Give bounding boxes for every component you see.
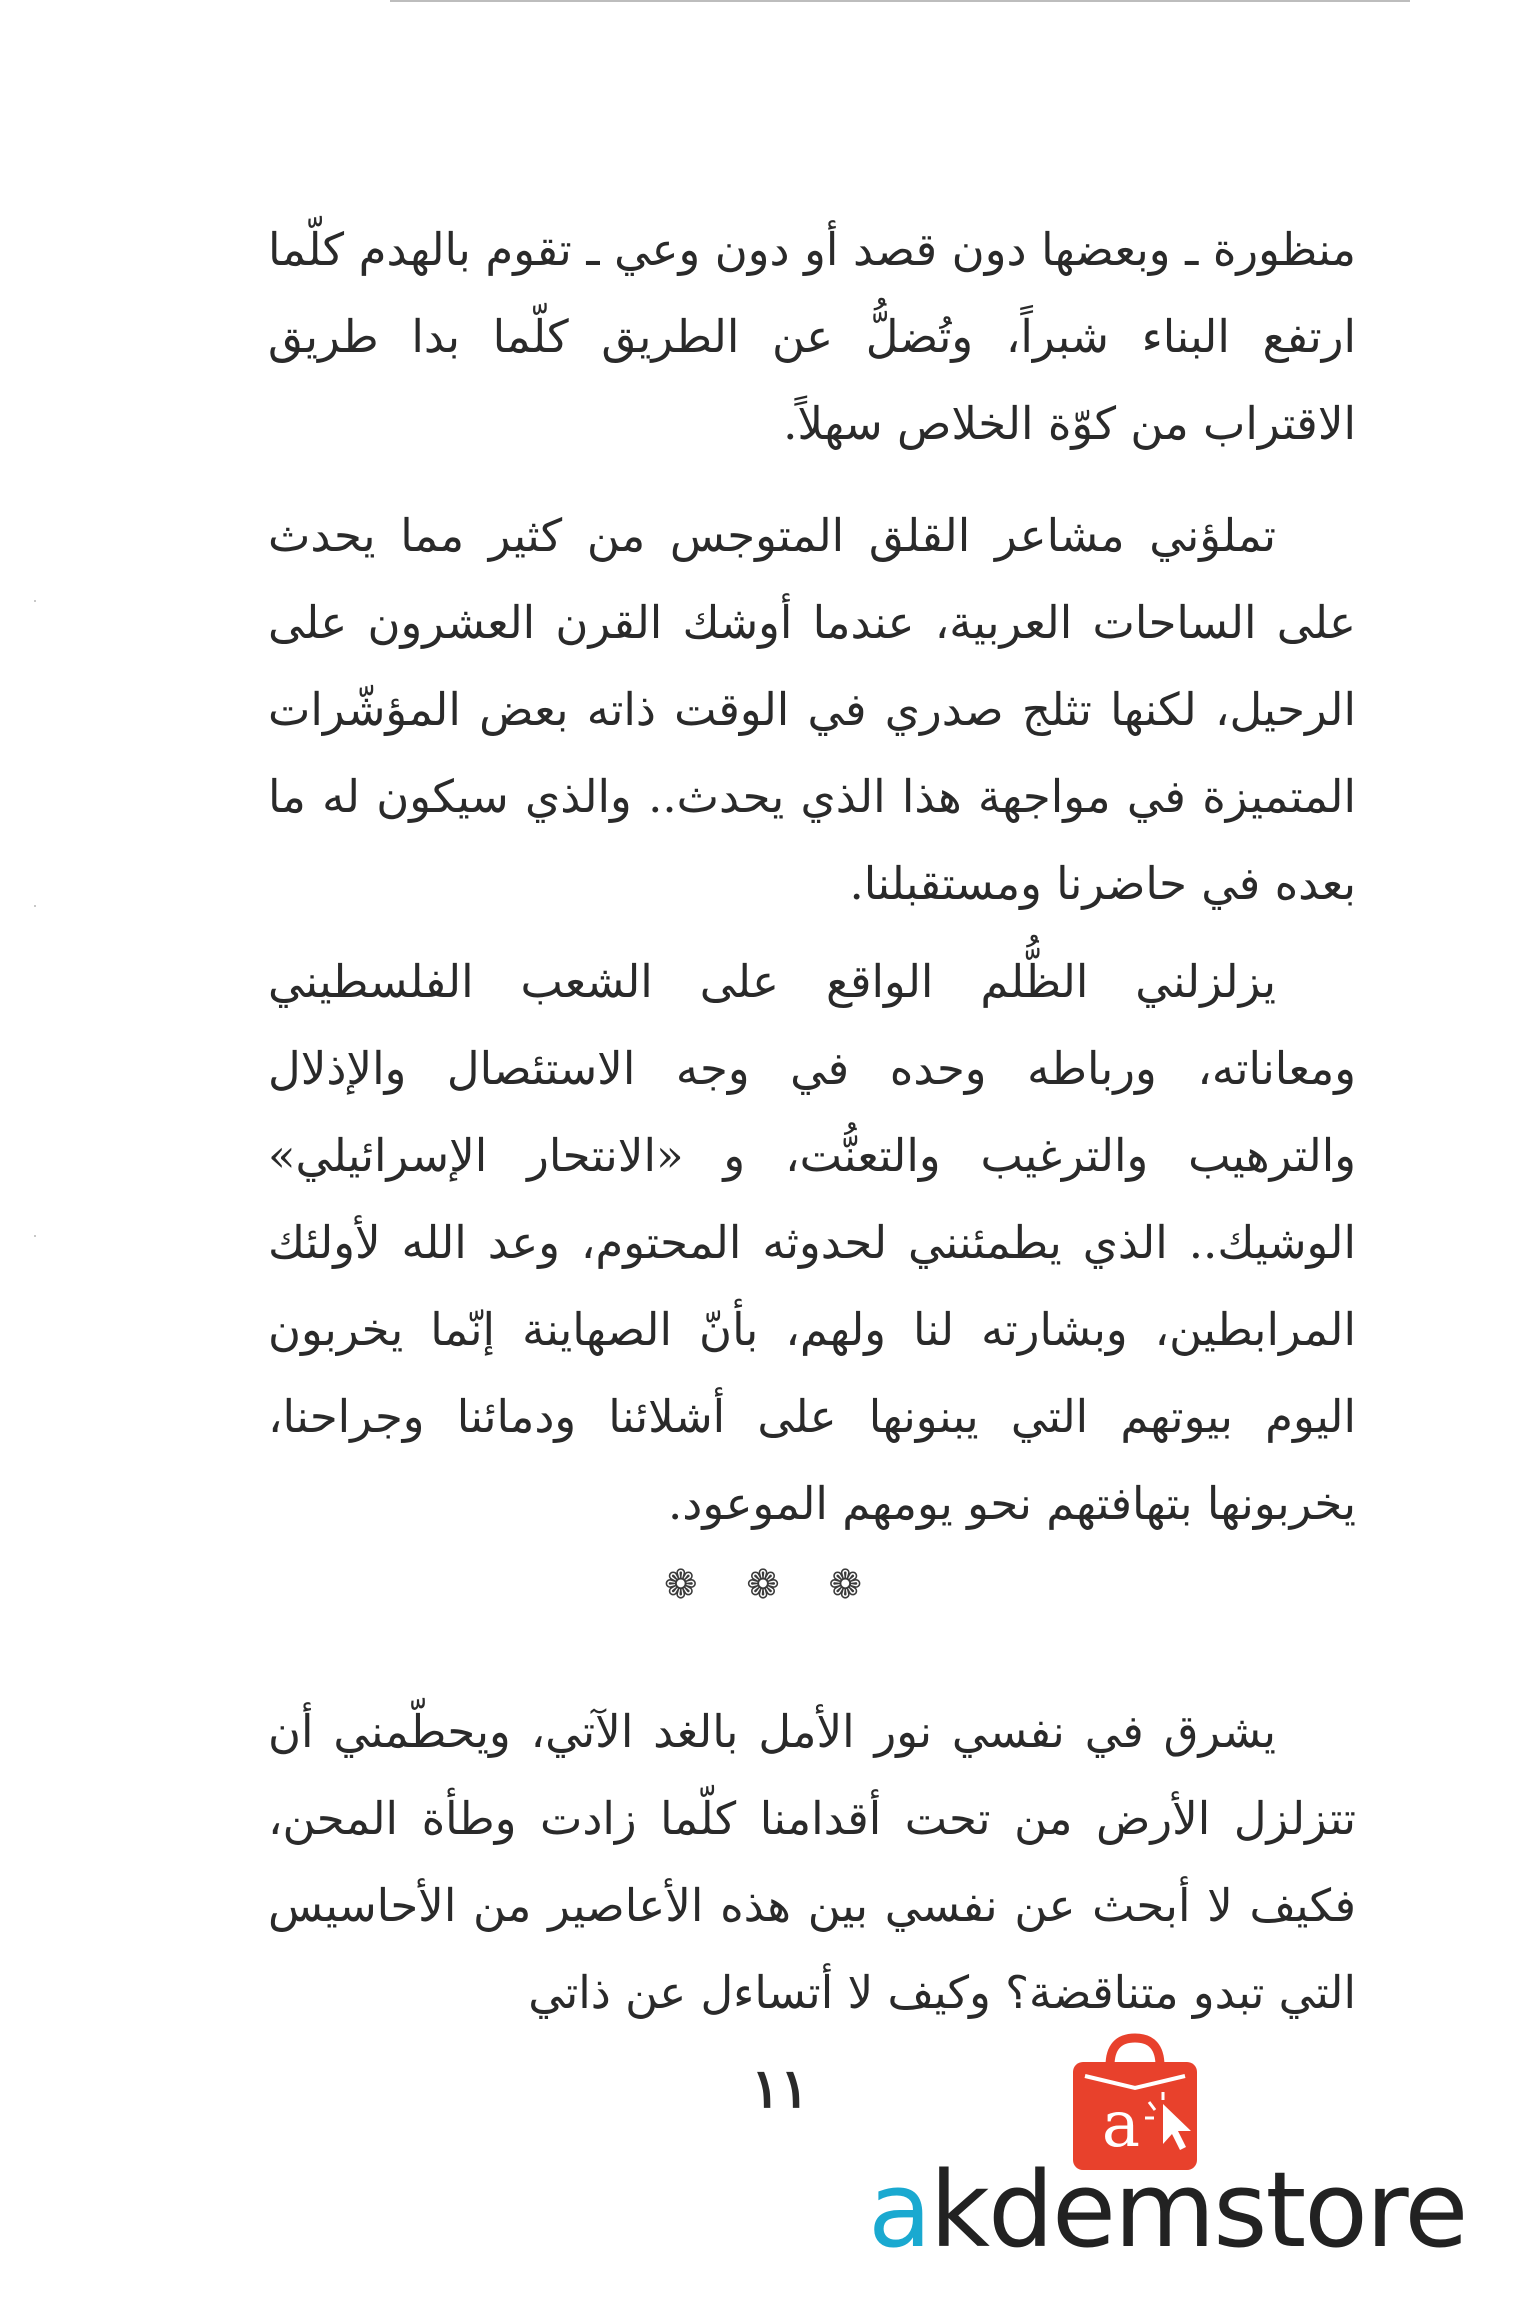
flower-ornament-icon: ❁ (746, 1562, 790, 1608)
top-rule (390, 0, 1410, 2)
flower-ornament-icon: ❁ (828, 1562, 872, 1608)
brand-watermark (868, 2150, 1508, 2270)
paragraph-4: يشرق في نفسي نور الأمل بالغد الآتي، ويحطّمني أن تتزلزل الأرض من تحت أقدامنا كلّما زادت وطأة المحن، فكيف لا أبحث عن نفسي بين هذه الأعاصير من الأحاسيس التي تبدو متناقضة؟ وكيف لا أتساءل عن ذاتي (268, 1705, 1356, 2019)
margin-mark (34, 1235, 36, 1237)
page-number: ١١ (750, 2056, 809, 2120)
margin-mark (34, 600, 36, 602)
paragraph-1: منظورة ـ وبعضها دون قصد أو دون وعي ـ تقوم بالهدم كلّما ارتفع البناء شبراً، وتُضلُّ عن الطريق كلّما بدا طريق الاقتراب من كوّة الخلاص سهلاً. (268, 223, 1356, 450)
brand-name: kdemstore (929, 2149, 1467, 2271)
paragraph-2: تملؤني مشاعر القلق المتوجس من كثير مما يحدث على الساحات العربية، عندما أوشك القرن العشرون على الرحيل، لكنها تثلج صدري في الوقت ذاته بعض المؤشّرات المتميزة في مواجهة هذا الذي يحدث.. والذي سيكون له ما بعده في حاضرنا ومستقبلنا. (268, 509, 1356, 910)
paragraph-3: يزلزلني الظُّلم الواقع على الشعب الفلسطيني ومعاناته، ورباطه وحده في وجه الاستئصال والإذلال والترهيب والترغيب والتعنُّت، و «الانتحار الإسرائيلي» الوشيك.. الذي يطمئنني لحدوثه المحتوم، وعد الله لأولئك المرابطين، وبشارته لنا ولهم، بأنّ الصهاينة إنّما يخربون اليوم بيوتهم التي يبنونها على أشلائنا ودمائنا وجراحنا، يخربونها بتهافتهم نحو يومهم الموعود. (268, 955, 1356, 1530)
brand-accent: a (868, 2149, 930, 2271)
logo-letter: a (1101, 2088, 1141, 2162)
section-separator (0, 1562, 1536, 1608)
flower-ornament-icon: ❁ (664, 1562, 708, 1608)
margin-mark (34, 905, 36, 907)
